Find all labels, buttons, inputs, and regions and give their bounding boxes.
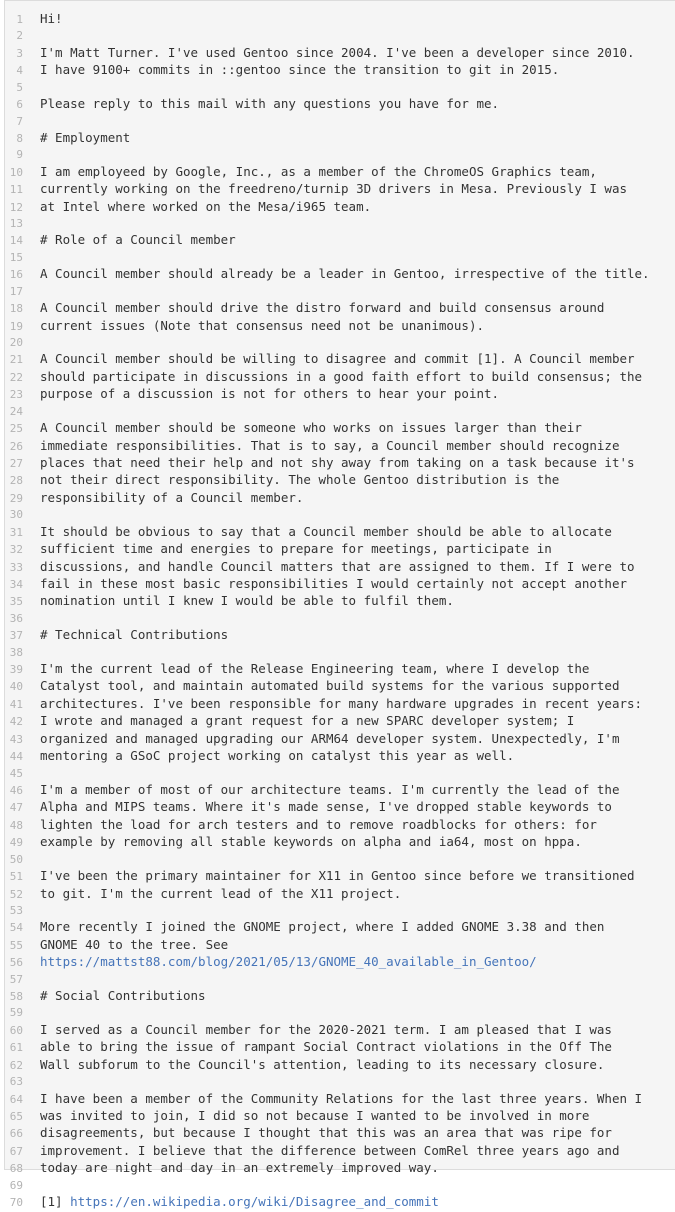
text-line [5,731,675,748]
line-number: 64 [9,1092,23,1106]
text-line [5,919,675,936]
line-number: 29 [9,491,23,505]
text-line [5,799,675,816]
text-line [5,696,675,713]
line-number: 14 [9,234,23,248]
line-number: 22 [9,370,23,384]
line-number: 27 [9,456,23,470]
text-line [5,472,675,489]
text-line [5,611,675,627]
text-line [5,1022,675,1039]
line-number: 15 [9,250,23,264]
text-line [5,1091,675,1108]
text-line [5,1005,675,1021]
text-line [5,114,675,130]
text-line [5,627,675,644]
line-number: 45 [9,766,23,780]
text-line [5,1178,675,1194]
text-line [5,1057,675,1074]
line-number: 20 [9,336,23,350]
text-line [5,216,675,232]
line-text: places that need their help and not shy away from taking on a task because it's [40,454,635,470]
line-text: Please reply to this mail with any questions you have for me. [40,96,500,112]
line-text: currently working on the freedreno/turnip 3D drivers in Mesa. Previously I was [40,181,627,197]
line-text: # Technical Contributions [40,627,229,643]
text-line [5,1160,675,1177]
line-text: It should be obvious to say that a Council member should be able to allocate [40,523,612,539]
text-line [5,748,675,765]
text-lines-container [5,11,675,1212]
line-number: 30 [9,508,23,522]
line-text: I am employeed by Google, Inc., as a member of the ChromeOS Graphics team, [40,163,597,179]
line-number: 69 [9,1178,23,1192]
line-number: 53 [9,903,23,917]
line-text: should participate in discussions in a good faith effort to build consensus; the [40,368,643,384]
line-text: Catalyst tool, and maintain automated build systems for the various supported [40,678,620,694]
line-number: 57 [9,972,23,986]
line-number: 40 [9,680,23,694]
line-number: 54 [9,921,23,935]
text-line [5,420,675,437]
line-number: 56 [9,956,23,970]
text-line [5,404,675,420]
line-number: 59 [9,1006,23,1020]
text-line [5,1143,675,1160]
text-line [5,284,675,300]
line-text: able to bring the issue of rampant Social Contract violations in the Off The [40,1039,612,1055]
line-number: 41 [9,697,23,711]
line-number: 31 [9,525,23,539]
text-line [5,232,675,249]
line-text: A Council member should drive the distro forward and build consensus around [40,300,605,316]
text-line [5,782,675,799]
line-text: sufficient time and energies to prepare for meetings, participate in [40,541,552,557]
line-text: at Intel where worked on the Mesa/i965 team. [40,198,372,214]
line-number: 68 [9,1162,23,1176]
line-number: 63 [9,1075,23,1089]
line-text: I'm the current lead of the Release Engineering team, where I develop the [40,661,590,677]
line-text: today are night and day in an extremely improved way. [40,1160,439,1176]
text-line [5,678,675,695]
line-number: 44 [9,750,23,764]
text-line [5,988,675,1005]
text-line [5,576,675,593]
text-viewer-frame [4,0,675,1210]
text-line [5,181,675,198]
text-line [5,130,675,147]
line-number: 43 [9,732,23,746]
text-line [5,524,675,541]
text-line [5,1194,675,1211]
line-text: I'm Matt Turner. I've used Gentoo since 2004. I've been a developer since 2010. [40,44,635,60]
text-line [5,713,675,730]
line-number: 52 [9,887,23,901]
text-line [5,490,675,507]
line-number: 55 [9,938,23,952]
line-text: organized and managed upgrading our ARM64 developer system. Unexpectedly, I'm [40,730,620,746]
text-line [5,661,675,678]
text-line [5,886,675,903]
line-number: 13 [9,217,23,231]
line-text: # Social Contributions [40,988,206,1004]
line-number: 21 [9,353,23,367]
line-number: 26 [9,439,23,453]
line-text: A Council member should be willing to disagree and commit [1]. A Council member [40,351,635,367]
text-line [5,369,675,386]
line-number: 48 [9,818,23,832]
line-text: improvement. I believe that the difference between ComRel three years ago and [40,1142,620,1158]
line-number: 38 [9,645,23,659]
inline-link[interactable]: https://mattst88.com/blog/2021/05/13/GNOME_40_available_in_Gentoo/ [40,954,537,970]
line-number: 33 [9,560,23,574]
text-line [5,972,675,988]
text-line [5,11,675,28]
text-line [5,250,675,266]
line-text: fail in these most basic responsibilities I would certainly not accept another [40,575,627,591]
text-line [5,266,675,283]
line-number: 19 [9,319,23,333]
text-line [5,868,675,885]
line-text: was invited to join, I did so not because I wanted to be involved in more [40,1108,590,1123]
line-text: I wrote and managed a grant request for a new SPARC developer system; I [40,713,575,729]
text-line [5,28,675,44]
line-number: 2 [16,29,23,43]
text-line [5,147,675,163]
text-line [5,80,675,96]
line-text: responsibility of a Council member. [40,489,304,505]
text-line [5,593,675,610]
line-number: 8 [16,131,23,145]
line-number: 32 [9,543,23,557]
text-line [5,96,675,113]
line-number: 11 [9,183,23,197]
line-number: 18 [9,302,23,316]
line-number: 5 [16,80,23,94]
line-text: nomination until I knew I would be able to fulfil them. [40,593,454,609]
line-text: architectures. I've been responsible for many hardware upgrades in recent years: [40,695,643,711]
line-number: 28 [9,474,23,488]
line-number: 47 [9,801,23,815]
line-number: 65 [9,1110,23,1123]
text-line [5,954,675,971]
line-text: current issues (Note that consensus need not be unanimous). [40,317,485,333]
line-number: 1 [16,13,23,26]
line-number: 36 [9,611,23,625]
text-line [5,386,675,403]
line-number: 24 [9,404,23,418]
text-line [5,62,675,79]
text-line [5,455,675,472]
line-number: 25 [9,422,23,436]
line-number: 39 [9,663,23,677]
text-line [5,1039,675,1056]
line-text: disagreements, but because I thought that this was an area that was ripe for [40,1125,612,1141]
inline-link[interactable]: https://en.wikipedia.org/wiki/Disagree_and_commit [70,1194,439,1210]
line-number: 35 [9,595,23,609]
text-line [5,318,675,335]
line-number: 9 [16,148,23,162]
text-line [5,507,675,523]
text-line [5,1125,675,1142]
line-number: 3 [16,46,23,60]
line-number: 46 [9,783,23,797]
line-text: # Role of a Council member [40,232,236,248]
line-number: 34 [9,577,23,591]
line-number: 61 [9,1041,23,1055]
text-line [5,937,675,954]
line-text: mentoring a GSoC project working on catalyst this year as well. [40,748,515,764]
line-text: I'm a member of most of our architecture teams. I'm currently the lead of the [40,781,620,797]
line-number: 62 [9,1058,23,1072]
line-number: 58 [9,990,23,1004]
line-number: 37 [9,629,23,643]
line-number: 4 [16,64,23,78]
line-text [40,954,537,970]
text-line [5,1108,675,1125]
line-text: purpose of a discussion is not for others to hear your point. [40,386,500,402]
line-text: I served as a Council member for the 2020-2021 term. I am pleased that I was [40,1021,612,1037]
line-text: I have been a member of the Community Relations for the last three years. When I [40,1090,643,1106]
text-line [5,903,675,919]
text-line [5,199,675,216]
line-text: A Council member should already be a leader in Gentoo, irrespective of the title. [40,266,650,282]
text-line [5,766,675,782]
line-text: # Employment [40,129,131,145]
line-text: GNOME 40 to the tree. See [40,936,229,952]
text-line [5,351,675,368]
text-line [5,817,675,834]
text-line [5,852,675,868]
line-text: not their direct responsibility. The whole Gentoo distribution is the [40,472,560,488]
line-number: 67 [9,1144,23,1158]
line-number: 42 [9,715,23,729]
line-number: 50 [9,852,23,866]
line-text: I've been the primary maintainer for X11 in Gentoo since before we transitioned [40,868,635,884]
line-number: 66 [9,1127,23,1141]
line-number: 60 [9,1023,23,1037]
line-text: Hi! [40,11,63,26]
line-number: 7 [16,114,23,128]
line-text: I have 9100+ commits in ::gentoo since the transition to git in 2015. [40,62,560,78]
line-text: More recently I joined the GNOME project, where I added GNOME 3.38 and then [40,919,605,935]
line-text: discussions, and handle Council matters that are assigned to them. If I were to [40,558,635,574]
text-line [5,335,675,351]
line-text: immediate responsibilities. That is to say, a Council member should recognize [40,437,620,453]
text-line [5,45,675,62]
line-number: 16 [9,268,23,282]
text-line [5,834,675,851]
line-number: 10 [9,165,23,179]
text-line [5,645,675,661]
line-number: 49 [9,836,23,850]
text-line [5,1074,675,1090]
line-number: 6 [16,98,23,112]
line-text: to git. I'm the current lead of the X11 project. [40,885,402,901]
line-text: Wall subforum to the Council's attention, leading to its necessary closure. [40,1056,605,1072]
line-text: A Council member should be someone who works on issues larger than their [40,420,582,436]
text-line [5,438,675,455]
line-number: 70 [9,1196,23,1210]
text-line [5,541,675,558]
line-number: 51 [9,870,23,884]
line-text: lighten the load for arch testers and to remove roadblocks for others: for [40,816,597,832]
line-number: 12 [9,200,23,214]
line-text: example by removing all stable keywords on alpha and ia64, most on hppa. [40,834,582,850]
text-line [5,559,675,576]
line-number: 23 [9,388,23,402]
line-text: Alpha and MIPS teams. Where it's made sense, I've dropped stable keywords to [40,799,612,815]
text-line [5,300,675,317]
line-number: 17 [9,284,23,298]
line-text: [1] https://en.wikipedia.org/wiki/Disagree_and_commit [40,1194,439,1210]
text-line [5,164,675,181]
